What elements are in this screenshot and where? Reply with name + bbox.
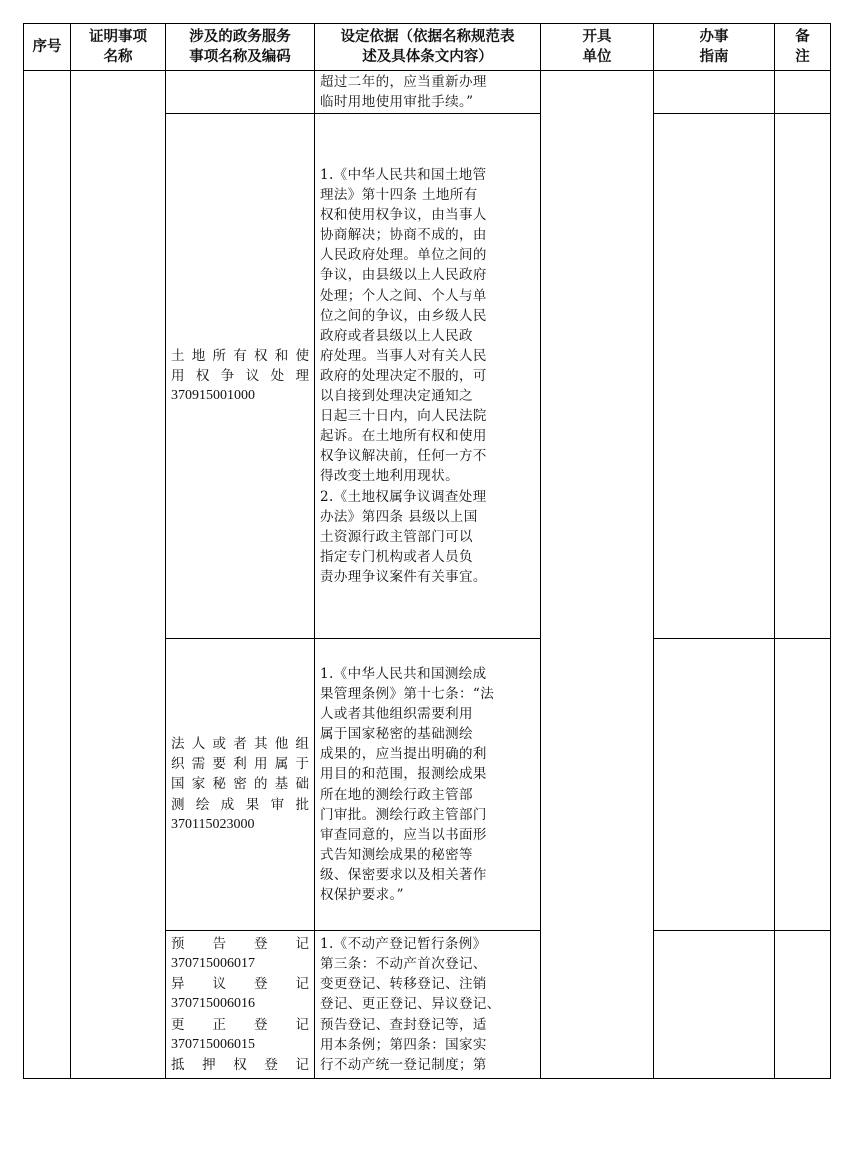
seq-cell [24,71,71,1079]
header-row [24,24,831,71]
service-item-code: 370715006016 [171,996,255,1012]
basis-line: 1.《中华人民共和国测绘成 [320,665,487,682]
table-row [24,71,831,114]
service-item-cell [166,71,315,114]
basis-line: 协商解决；协商不成的，由 [320,227,487,244]
basis-line: 属于国家秘密的基础测绘 [320,726,473,743]
header-proof-item: 证明事项 名称 [71,24,166,71]
basis-cell [315,931,541,1079]
service-item-cell [166,639,315,931]
header-service-item: 涉及的政务服务 事项名称及编码 [166,24,315,71]
basis-line: 人或者其他组织需要利用 [320,706,473,723]
service-item-name: 法人或者其他组 [171,736,309,753]
service-item-name: 异议登记 [171,976,309,993]
basis-line: 权和使用权争议，由当事人 [320,207,487,224]
basis-line: 起诉。在土地所有权和使用 [320,428,487,445]
basis-line: 责办理争议案件有关事宜。 [320,568,487,585]
basis-line: 政府或者县级以上人民政 [320,327,473,344]
basis-line: 成果的，应当提出明确的利 [320,746,487,763]
basis-line: 权保护要求。” [320,886,404,903]
basis-line: 临时用地使用审批手续。” [320,94,474,110]
proof-items-table [23,23,831,1079]
service-item-name: 抵押权登记 [171,1056,309,1073]
note-cell [775,931,831,1079]
basis-line: 理法》第十四条 土地所有 [320,187,478,204]
basis-line: 行不动产统一登记制度；第 [320,1056,487,1073]
basis-line: 门审批。测绘行政主管部门 [320,806,487,823]
header-guide: 办事 指南 [654,24,775,71]
basis-line: 1.《中华人民共和国土地管 [320,167,487,184]
guide-cell [654,639,775,931]
guide-cell [654,114,775,639]
basis-line: 超过二年的，应当重新办理 [320,73,487,90]
guide-cell [654,931,775,1079]
header-note: 备 注 [775,24,831,71]
basis-line: 以自接到处理决定通知之 [320,388,473,405]
basis-line: 变更登记、转移登记、注销 [320,976,487,993]
note-cell [775,71,831,114]
basis-cell [315,639,541,931]
basis-line: 府处理。当事人对有关人民 [320,347,487,364]
basis-line: 指定专门机构或者人员负 [320,548,473,565]
basis-cell [315,114,541,639]
basis-line: 日起三十日内，向人民法院 [320,408,487,425]
service-item-name: 用权争议处理 [171,367,309,384]
basis-line: 位之间的争议，由乡级人民 [320,307,487,324]
basis-line: 用本条例；第四条：国家实 [320,1036,487,1053]
service-item-code: 370915001000 [171,388,255,404]
basis-line: 争议，由县级以上人民政府 [320,267,487,284]
basis-line: 果管理条例》第十七条：“法 [320,686,495,703]
service-item-cell [166,931,315,1079]
service-item-name: 更正登记 [171,1016,309,1033]
service-item-code: 370715006015 [171,1036,255,1052]
proof-item-cell [71,71,166,1079]
basis-line: 政府的处理决定不服的，可 [320,367,487,384]
basis-line: 所在地的测绘行政主管部 [320,786,473,803]
issuer-cell [541,71,654,1079]
basis-line: 得改变土地利用现状。 [320,468,459,485]
service-item-name: 织需要利用属于 [171,756,309,773]
service-item-code: 370715006017 [171,956,255,972]
basis-line: 预告登记、查封登记等，适 [320,1016,487,1033]
service-item-cell [166,114,315,639]
basis-line: 登记、更正登记、异议登记、 [320,996,501,1013]
basis-line: 1.《不动产登记暂行条例》 [320,936,487,953]
note-cell [775,639,831,931]
header-basis: 设定依据（依据名称规范表 述及具体条文内容） [315,24,541,71]
header-seq: 序号 [24,24,71,71]
basis-line: 级、保密要求以及相关著作 [320,866,487,883]
service-item-name: 测绘成果审批 [171,796,309,813]
basis-cell [315,71,541,114]
basis-line: 式告知测绘成果的秘密等 [320,846,473,863]
basis-line: 权争议解决前，任何一方不 [320,448,487,465]
basis-line: 办法》第四条 县级以上国 [320,508,478,525]
basis-line: 土资源行政主管部门可以 [320,528,473,545]
service-item-code: 370115023000 [171,816,255,832]
service-item-name: 土地所有权和使 [171,347,309,364]
service-item-name: 国家秘密的基础 [171,776,309,793]
guide-cell [654,71,775,114]
note-cell [775,114,831,639]
basis-line: 用目的和范围，报测绘成果 [320,766,487,783]
basis-line: 人民政府处理。单位之间的 [320,247,487,264]
basis-line: 2.《土地权属争议调查处理 [320,488,487,505]
basis-line: 处理；个人之间、个人与单 [320,287,487,304]
basis-line: 审查同意的，应当以书面形 [320,826,487,843]
header-issuer: 开具 单位 [541,24,654,71]
service-item-name: 预告登记 [171,936,309,953]
basis-line: 第三条：不动产首次登记、 [320,956,487,973]
